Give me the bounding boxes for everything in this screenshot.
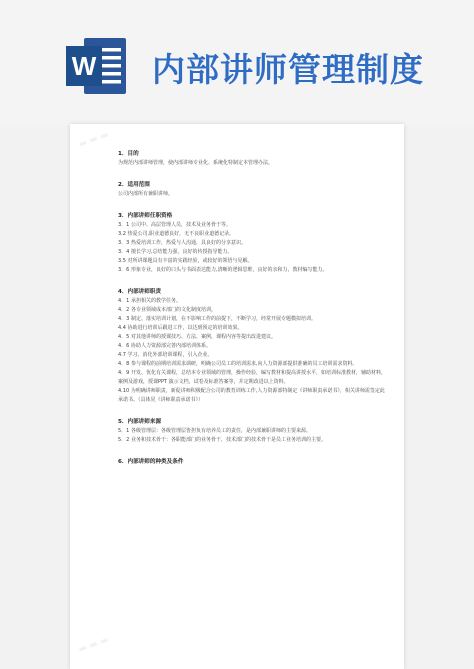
section-spacer xyxy=(118,199,386,212)
section-heading: 4．内部讲师职责 xyxy=(118,289,162,295)
word-icon-letter: W xyxy=(71,51,97,81)
paragraph-line: 3．1 公司中、高层管理人员，技术及业务骨干等。 xyxy=(118,222,231,228)
section-heading: 3．内部讲师任职资格 xyxy=(118,213,173,219)
paragraph-line: 4．8 参与课程的前期培训需求调研，明确公司员工的培训需求,向人力资源部提供准确的员工培训需求资料。 xyxy=(118,361,358,367)
word-icon xyxy=(62,32,130,100)
paragraph-line: 4．1 承担相关的教学任务。 xyxy=(118,298,181,304)
paragraph-line: 4．9 开发、优化有关课程，总结本专业领域的管理，操作经验，编写教材和提高讲授水平，如培训标准教材，辅助材料，案例及游戏，授课PPT 演示文档，试卷及标准答案等，并定期改进以上资料。 xyxy=(118,370,386,385)
section-heading: 1．目的 xyxy=(118,151,139,157)
document-body xyxy=(118,150,386,467)
paragraph-line: 4.10 为明确讲师职责，新促讲师积极配合公司的教育训练工作,人力资源部特制定《讲师职责承诺书》，相关讲师需签定此承诺书。（具体见《讲师职责承诺书》） xyxy=(118,388,385,403)
section-spacer xyxy=(118,275,386,288)
watermark: ▬ ▬ ▬ xyxy=(77,129,111,151)
paragraph-line: 4.7 学习、消化外部培训课程，引入企业。 xyxy=(118,352,213,358)
paragraph-line: 5．2 业务和技术骨干：各职能部门的业务骨干，技术部门的技术骨干是员工业务培训的主要。 xyxy=(118,437,326,443)
paragraph-line: 公司内部所有兼职讲师。 xyxy=(118,191,174,197)
paragraph-line: 3．4 擅长学习,总结能力强，良好的传授指导能力。 xyxy=(118,249,233,255)
paragraph-line: 4．5 对其他讲师的授课技巧、方法、案例，课程内容等提出改进建议。 xyxy=(118,334,276,340)
paragraph-line: 3.5 对所讲课题具有丰富的实践经验，或较好的领悟与见解。 xyxy=(118,258,253,264)
section-spacer xyxy=(118,405,386,418)
section-heading: 2．适用范围 xyxy=(118,182,150,188)
section-heading: 6．内部讲师的种类及条件 xyxy=(118,459,184,465)
paragraph-line: 为规范内部讲师管理，使内部讲师专业化、系统化特制定本管理办法。 xyxy=(118,160,274,166)
paragraph-line: 4．2 各专业领域成本部门的文化制度培训。 xyxy=(118,307,216,313)
paragraph-line: 3．3 热爱培训工作，热爱与人沟通，具良好的分享意识。 xyxy=(118,240,246,246)
watermark: ▬ ▬ ▬ xyxy=(77,634,111,656)
paragraph-line: 3．6 形象专业，良好的口头与书面表达能力,清晰的逻辑思维，良好的亲和力，教材编写能力。 xyxy=(118,267,328,273)
section-spacer xyxy=(118,168,386,181)
page-title: 内部讲师管理制度 xyxy=(152,50,424,89)
paragraph-line: 3.2 热爱公司,职业道德良好，无不良职业道德记录。 xyxy=(118,231,235,237)
paragraph-line: 5．1 各级管理层：各级管理层皆担负有培养员工的责任，是内部兼职讲师的主要来源。 xyxy=(118,428,311,434)
paragraph-line: 4．3 制定、落实培训计划，在不影响工作的前提下，不断学习，经常开展专题模拟培训。 xyxy=(118,316,316,322)
section-heading: 5．内部讲师来源 xyxy=(118,419,162,425)
paragraph-line: 4．6 协助人力资源部完善内部培训体系。 xyxy=(118,343,211,349)
section-spacer xyxy=(118,445,386,458)
paragraph-line: 4.4 协助进行培训后跟进工作，以达到预定的培训效果。 xyxy=(118,325,243,331)
